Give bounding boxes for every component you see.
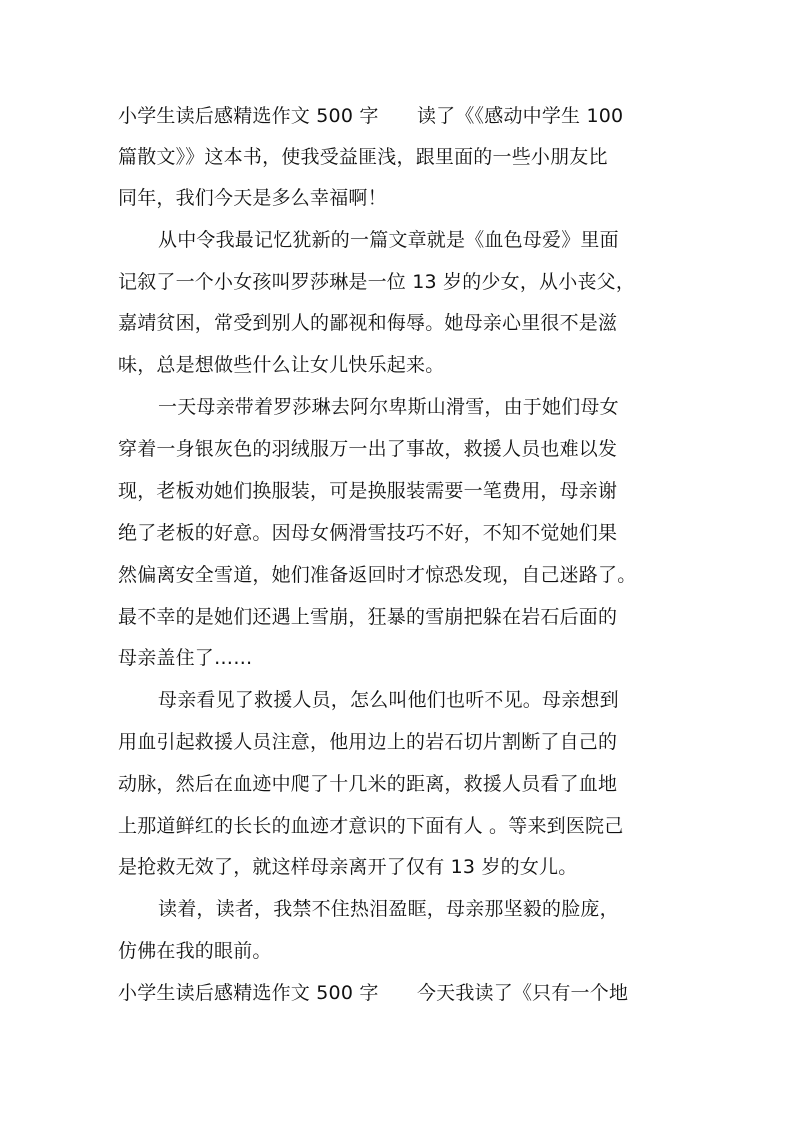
text-line-7: 味，总是想做些什么让女儿快乐起来。	[118, 354, 445, 376]
text-line-20: 读着，读者，我禁不住热泪盈眶，母亲那坚毅的脸庞，	[158, 898, 619, 920]
text-line-6: 嘉靖贫困，常受到别人的鄙视和侮辱。她母亲心里很不是滋	[118, 312, 618, 334]
text-line-10: 现，老板劝她们换服装，可是换服装需要一笔费用，母亲谢	[118, 480, 618, 502]
text-line-2: 篇散文》》这本书，使我受益匪浅，跟里面的一些小朋友比	[118, 146, 608, 168]
text-line-16: 用血引起救援人员注意，他用边上的岩石切片割断了自己的	[118, 731, 618, 753]
text-line-14: 母亲盖住了……	[118, 647, 253, 669]
text-line-3: 同年，我们今天是多么幸福啊！	[118, 187, 387, 209]
text-line-13: 最不幸的是她们还遇上雪崩，狂暴的雪崩把躲在岩石后面的	[118, 606, 618, 628]
text-line-19: 是抢救无效了，就这样母亲离开了仅有 13 岁的女儿。	[118, 856, 578, 878]
text-line-15: 母亲看见了救援人员，怎么叫他们也听不见。母亲想到	[158, 689, 619, 711]
text-line-17: 动脉，然后在血迹中爬了十几米的距离，救援人员看了血地	[118, 773, 618, 795]
text-line-4: 从中令我最记忆犹新的一篇文章就是《血色母爱》里面	[158, 229, 619, 251]
text-line-12: 然偏离安全雪道，她们准备返回时才惊恐发现，自己迷路了。	[118, 564, 637, 586]
text-line-18: 上那道鲜红的长长的血迹才意识的下面有人 。等来到医院己	[118, 815, 624, 837]
text-line-11: 绝了老板的好意。因母女俩滑雪技巧不好，不知不觉她们果	[118, 522, 618, 544]
text-line-8: 一天母亲带着罗莎琳去阿尔卑斯山滑雪，由于她们母女	[158, 396, 619, 418]
text-line-1: 小学生读后感精选作文 500 字 读了《《感动中学生 100	[118, 105, 624, 127]
text-line-21: 仿佛在我的眼前。	[118, 940, 272, 962]
text-line-5: 记叙了一个小女孩叫罗莎琳是一位 13 岁的少女，从小丧父，	[118, 271, 636, 293]
text-line-9: 穿着一身银灰色的羽绒服万一出了事故，救援人员也难以发	[118, 438, 618, 460]
text-line-22: 小学生读后感精选作文 500 字 今天我读了《只有一个地	[118, 982, 629, 1004]
